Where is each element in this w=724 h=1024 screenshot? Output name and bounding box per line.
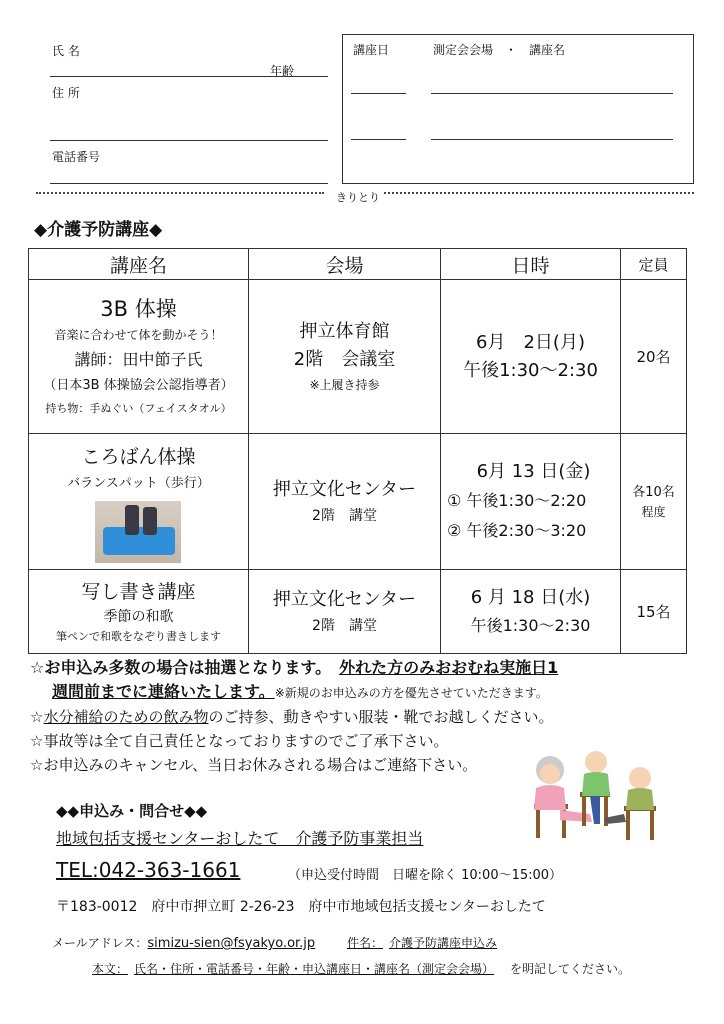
course-date-label: 講座日: [353, 43, 390, 57]
cut-line-left: [36, 192, 324, 194]
header-capacity: 定員: [621, 249, 687, 280]
cut-label: きりとり: [336, 191, 380, 204]
email-link[interactable]: simizu-sien@fsyakyo.or.jp: [147, 936, 316, 951]
note-lottery: ☆お申込み多数の場合は抽選となります。: [30, 658, 332, 677]
name-field[interactable]: [50, 76, 328, 77]
course-date-field-2[interactable]: [351, 139, 406, 140]
table-header-row: [29, 249, 687, 280]
table-row: [29, 434, 687, 570]
course-capacity: 15名: [621, 570, 687, 654]
course-name: 3B 体操: [100, 296, 177, 321]
table-row: [29, 280, 687, 434]
venue-label: 測定会会場 ・ 講座名: [433, 43, 566, 57]
course-desc: 音楽に合わせて体を動かそう！: [54, 327, 223, 342]
course-capacity: 各10名: [632, 484, 675, 500]
contact-org: 地域包括支援センターおしたて 介護予防事業担当: [56, 829, 424, 848]
header-venue: 会場: [249, 249, 441, 280]
note-star: ☆: [30, 708, 44, 726]
course-instructor-note: （日本3B 体操協会公認指導者）: [43, 377, 234, 393]
contact-heading: ◆◆申込み・問合せ◆◆: [56, 802, 208, 820]
course-time: 午後1:30～2:30: [463, 359, 598, 381]
venue-name: 押立体育館: [299, 320, 390, 342]
address-label: 住 所: [52, 86, 80, 100]
venue-field-2[interactable]: [431, 139, 673, 140]
name-label: 氏 名: [52, 44, 80, 58]
course-desc-2: 筆ペンで和歌をなぞり書きします: [56, 629, 221, 643]
venue-name: 押立文化センター: [272, 478, 417, 500]
phone-label: 電話番号: [52, 150, 101, 164]
seniors-exercise-illustration: [520, 748, 668, 846]
subject-value: 介護予防講座申込み: [389, 936, 498, 950]
body-value: 氏名・住所・電話番号・年齢・申込講座日・講座名（測定会会場）: [134, 962, 495, 976]
body-suffix: を明記してください。: [510, 962, 631, 976]
course-date: 6月 2日(月): [476, 331, 585, 353]
note-cancel: ☆お申込みのキャンセル、当日お休みされる場合はご連絡下さい。: [30, 756, 478, 774]
course-desc: 季節の和歌: [103, 608, 174, 625]
course-instructor: 講師：田中節子氏: [74, 349, 203, 369]
note-contact: 外れた方のみおおむね実施日1: [339, 658, 559, 677]
venue-room: 2階 講堂: [312, 507, 377, 524]
venue-room: 2階 講堂: [312, 617, 377, 634]
contact-tel[interactable]: TEL:042-363-1661: [56, 858, 241, 882]
address-field[interactable]: [50, 140, 328, 141]
email-label: メールアドレス：: [52, 936, 148, 950]
header-datetime: 日時: [441, 249, 621, 280]
phone-field[interactable]: [50, 183, 328, 184]
section-title: ◆介護予防講座◆: [34, 220, 163, 240]
course-capacity: 20名: [621, 280, 687, 434]
course-belongings: 持ち物：手ぬぐい（フェイスタオル）: [45, 401, 232, 415]
course-capacity-note: 程度: [641, 504, 666, 519]
body-line: [92, 960, 630, 977]
header-course: 講座名: [29, 249, 249, 280]
balance-pad-photo: [95, 501, 181, 563]
contact-hours: （申込受付時間 日曜を除く 10:00～15:00）: [288, 868, 563, 883]
subject-label: 件名：: [347, 936, 384, 950]
table-row: [29, 570, 687, 654]
course-name: 写し書き講座: [81, 580, 196, 603]
course-time-2: ② 午後2:30～3:20: [447, 520, 587, 540]
body-label: 本文：: [92, 962, 129, 976]
course-date: 6月 13 日(金): [476, 460, 591, 482]
contact-address: 〒183-0012 府中市押立町 2-26-23 府中市地域包括支援センターおしたて: [56, 899, 546, 915]
cut-line-right: [384, 192, 694, 194]
course-date-field-1[interactable]: [351, 93, 406, 94]
note-attire: のご持参、動きやすい服装・靴でお越しください。: [208, 708, 554, 726]
course-time: 午後1:30～2:30: [470, 615, 591, 635]
venue-room: 2階 会議室: [293, 348, 396, 370]
email-line: [52, 934, 497, 951]
course-time-1: ① 午後1:30～2:20: [447, 490, 587, 510]
venue-name: 押立文化センター: [272, 588, 417, 610]
course-box: [342, 34, 694, 184]
course-table: [28, 248, 687, 654]
note-priority: ※新規のお申込みの方を優先させていただきます。: [274, 686, 548, 700]
note-drink: 水分補給のための飲み物: [43, 708, 209, 726]
course-desc: バランスパット（歩行）: [67, 475, 210, 491]
note-responsibility: ☆事故等は全て自己責任となっておりますのでご了承下さい。: [30, 732, 449, 750]
venue-field-1[interactable]: [431, 93, 673, 94]
notes: [30, 656, 558, 777]
course-date: 6 月 18 日(水): [470, 586, 591, 608]
note-contact-cont: 週間前までに連絡いたします。: [52, 682, 275, 701]
age-label: 年齢: [270, 64, 295, 78]
venue-note: ※上履き持参: [309, 377, 380, 392]
course-name: ころばん体操: [81, 445, 196, 468]
